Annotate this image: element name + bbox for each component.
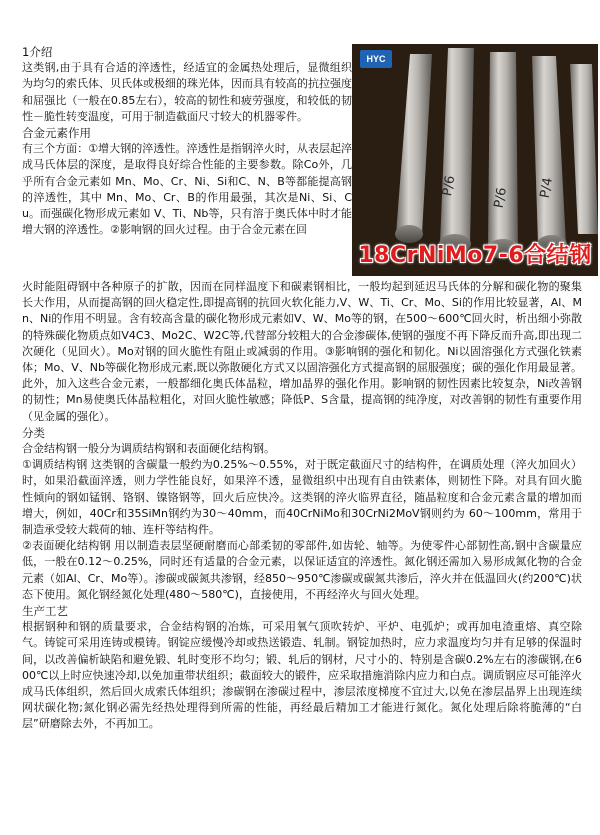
rod-label: P/6 xyxy=(440,174,459,198)
intro-heading: 1介绍 xyxy=(22,45,53,59)
product-caption: 18CrNiMo7-6合结钢 xyxy=(358,243,592,268)
alloy-paragraph-top: 有三个方面：①增大钢的淬透性。淬透性是指钢淬火时，从表层起淬成马氏体层的深度，是取得良好综合性能的主要参数。除Co外，几乎所有合金元素如 Mn、Mo、Cr、Ni、Si和C、N、B等都能提高钢的淬透性，其中 Mn、Mo、Cr、B的作用最强，其次是Ni、Si、Cu。而强碳化物形成元素如 V、Ti、Nb等，只有溶于奥氏体中时才能增大钢的淬透性。②影响钢的回火过程。由于合金元素在回 xyxy=(22,142,352,237)
class-paragraph-quenched: ①调质结构钢 这类钢的含碳量一般约为0.25%～0.55%，对于既定截面尺寸的结构件，在调质处理（淬火加回火）时，如果沿截面淬透，则力学性能良好，如果淬不透，显微组织中出现有自由铁素体，则韧性下降。对具有回火脆性倾向的钢如锰钢、铬钢、镍铬钢等，回火后应快冷。这类钢的淬火临界直径，随晶粒度和合金元素含量的增加而增大，例如，40Cr和35SiMn钢约为30～40mm，而40CrNiMo和30CrNi2MoV钢则约为 60～100mm，常用于制造承受较大载荷的轴、连杆等结构件。 xyxy=(22,458,582,537)
class-paragraph-surface: ②表面硬化结构钢 用以制造表层坚硬耐磨而心部柔韧的零部件,如齿轮、轴等。为使零件心部韧性高,钢中含碳量应低，一般在0.12～0.25%，同时还有适量的合金元素，以保证适宜的淬透性。氮化钢还需加入易形成氮化物的合金元素（如Al、Cr、Mo等）。渗碳或碳氮共渗钢，经850～950℃渗碳或碳氮共渗后，淬火并在低温回火(约200℃)状态下使用。氮化钢经氮化处理(480～580℃)，直接使用，不再经淬火与回火处理。 xyxy=(22,539,582,601)
intro-paragraph: 这类钢,由于具有合适的淬透性，经适宜的金属热处理后，显微组织为均匀的索氏体、贝氏体或极细的珠光体，因而具有较高的抗拉强度和屈强比（一般在0.85左右），较高的韧性和疲劳强度，和较低的韧性－脆性转变温度，可用于制造截面尺寸较大的机器零件。 xyxy=(22,61,352,123)
alloy-paragraph-rest: 火时能阻碍钢中各种原子的扩散，因而在同样温度下和碳素钢相比，一般均起到延迟马氏体的分解和碳化物的聚集长大作用，从而提高钢的回火稳定性,即提高钢的抗回火软化能力,V、W、Ti、Cr、Mo、Si的作用比较显著，Al、Mn、Ni的作用不明显。含有较高含量的碳化物形成元素如V、W、Mo等的钢，在500～600℃回火时，析出细小弥散的特殊碳化物质点如V4C3、Mo2C、W2C等,代替部分较粗大的合金渗碳体,使钢的强度不再下降反而升高,即出现二次硬化（见回火）。Mo对钢的回火脆性有阻止或减弱的作用。③影响钢的强化和韧化。Ni以固溶强化方式强化铁素体；Mo、V、Nb等碳化物形成元素,既以弥散硬化方式又以固溶强化方式提高钢的屈服强度；碳的强化作用最显著。此外，加入这些合金元素，一般都细化奥氏体晶粒，增加晶界的强化作用。影响钢的韧性因素比较复杂，Ni改善钢的韧性；Mn易使奥氏体晶粒粗化，对回火脆性敏感；降低P、S含量，提高钢的纯净度，对改善钢的韧性有重要作用（见金属的强化）。 xyxy=(22,280,582,423)
intro-column xyxy=(22,44,352,238)
main-text-column xyxy=(22,279,582,733)
steel-rod xyxy=(488,52,518,249)
class-intro: 合金结构钢一般分为调质结构钢和表面硬化结构钢。 xyxy=(22,442,275,456)
product-photo xyxy=(352,44,598,276)
rod-label: P/4 xyxy=(537,176,557,200)
alloy-heading: 合金元素作用 xyxy=(22,126,91,141)
rod-label: P/6 xyxy=(491,186,511,210)
hyc-logo: HYC xyxy=(360,50,392,68)
class-heading: 分类 xyxy=(22,425,45,440)
process-heading: 生产工艺 xyxy=(22,604,68,619)
process-paragraph: 根据钢种和钢的质量要求，合金结构钢的冶炼，可采用氧气顶吹转炉、平炉、电弧炉；或再加电渣重熔、真空除气。铸锭可采用连铸或模铸。钢锭应缓慢冷却或热送锻造、轧制。钢锭加热时，应力求温度均匀并有足够的保温时间，以改善偏析缺陷和避免锻、轧时变形不均匀；锻、轧后的钢材，尺寸小的、特别是含碳0.2%左右的渗碳钢,在600℃以上时应快速冷却,以免加重带状组织；截面较大的锻件，应采取措施消除内应力和白点。调质钢应尽可能淬火成马氏体组织，然后回火成索氏体组织；渗碳钢在渗碳过程中，渗层浓度梯度不宜过大,以免在渗层晶界上出现连续网状碳化物;氮化钢必需先经热处理得到所需的性能，再经最后精加工才能进行氮化。氮化处理后除将脆薄的“白层”研磨除去外，不再加工。 xyxy=(22,620,582,731)
